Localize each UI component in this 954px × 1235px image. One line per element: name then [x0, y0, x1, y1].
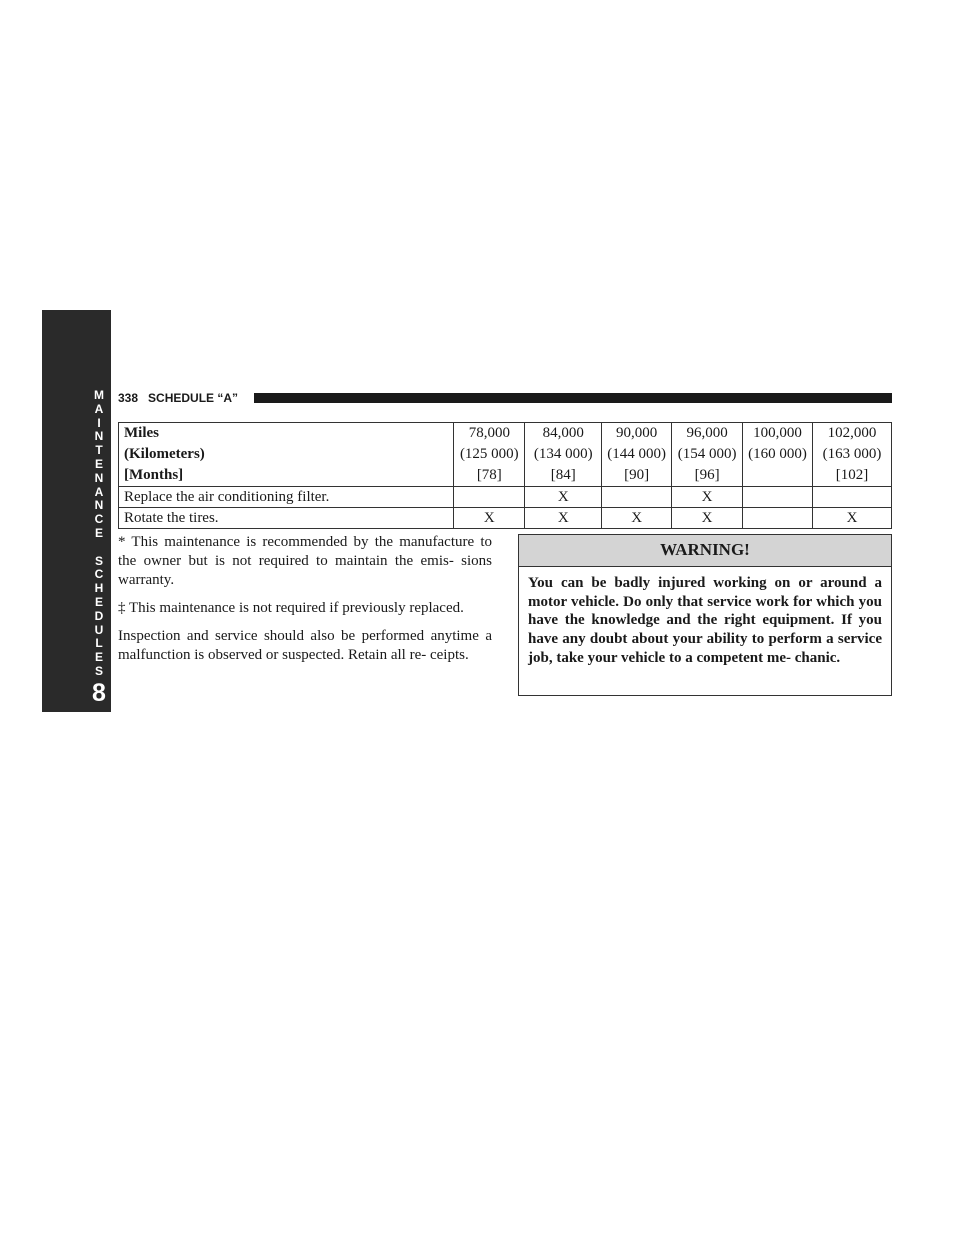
side-letter: N [94, 470, 104, 485]
interval-column-header [525, 423, 602, 487]
miles-value: 96,000 [686, 425, 728, 441]
miles-value: 100,000 [753, 425, 802, 441]
km-value: (154 000) [677, 446, 737, 462]
side-letter: E [94, 594, 103, 609]
service-mark [743, 508, 813, 529]
side-letter: H [94, 581, 104, 596]
side-letter: A [94, 484, 104, 499]
service-item-label: Replace the air conditioning filter. [119, 487, 454, 508]
service-mark: X [813, 508, 892, 529]
service-mark: X [672, 487, 743, 508]
miles-value: 90,000 [616, 425, 658, 441]
page-header [118, 390, 238, 406]
side-letter: E [94, 456, 103, 471]
service-mark: X [525, 508, 602, 529]
service-mark: X [525, 487, 602, 508]
kilometers-label: (Kilometers) [124, 446, 205, 462]
table-header-row [119, 423, 892, 487]
side-letter: E [94, 525, 103, 540]
chapter-number: 8 [92, 679, 106, 707]
side-letter: D [94, 608, 104, 623]
side-letter: E [94, 650, 103, 665]
interval-header-cell [119, 423, 454, 487]
inspection-note: Inspection and service should also be performed anytime a malfunction is observed or suspected. Retain all re- ceipts. [118, 628, 492, 663]
miles-value: 78,000 [468, 425, 510, 441]
km-value: (160 000) [748, 446, 807, 462]
side-letter: M [94, 388, 104, 402]
table-row [119, 487, 892, 508]
warning-text: You can be badly injured working on or around a motor vehicle. Do only that service work for which you have the knowledge and the right equipment. If you have any doubt about your ability to perform a service job, take your vehicle to a competent me- chanic. [528, 575, 882, 666]
miles-value: 102,000 [827, 425, 877, 441]
interval-column-header [454, 423, 525, 487]
section-title: SCHEDULE “A” [148, 391, 239, 405]
interval-column-header [743, 423, 813, 487]
footnote-dagger: ‡ This maintenance is not required if previously replaced. [118, 600, 464, 616]
km-value: (134 000) [533, 446, 593, 462]
km-value: (163 000) [822, 446, 882, 462]
months-value: [102] [835, 467, 869, 483]
side-letter: U [94, 622, 104, 637]
side-letter: A [94, 401, 104, 416]
maintenance-schedule-table [118, 422, 892, 529]
months-label: [Months] [124, 467, 184, 483]
table-row [119, 508, 892, 529]
service-mark [813, 487, 892, 508]
schedule-notes [118, 533, 492, 674]
service-mark [602, 487, 672, 508]
side-letter: L [95, 636, 103, 651]
service-mark: X [454, 508, 525, 529]
interval-column-header [602, 423, 672, 487]
months-value: [84] [550, 467, 576, 483]
miles-label: Miles [124, 425, 159, 441]
km-value: (125 000) [459, 446, 519, 462]
service-mark [743, 487, 813, 508]
service-item-label: Rotate the tires. [119, 508, 454, 529]
service-mark: X [602, 508, 672, 529]
side-letter: S [94, 553, 103, 568]
miles-value: 84,000 [542, 425, 584, 441]
warning-title: WARNING! [519, 535, 891, 567]
header-rule [254, 393, 892, 403]
months-value [745, 465, 810, 486]
side-letter: T [95, 443, 103, 458]
side-letter: C [94, 567, 104, 582]
months-value: [96] [694, 467, 720, 483]
side-letter: S [94, 663, 103, 678]
interval-column-header [813, 423, 892, 487]
page-number: 338 [118, 391, 139, 405]
side-letter: N [94, 429, 104, 444]
warning-box [518, 534, 892, 696]
months-value: [78] [476, 467, 502, 483]
side-tab-label [88, 389, 110, 679]
service-mark: X [672, 508, 743, 529]
interval-column-header [672, 423, 743, 487]
months-value: [90] [624, 467, 650, 483]
km-value: (144 000) [607, 446, 667, 462]
footnote-star: * This maintenance is recommended by the manufacture to the owner but is not required to maintain the emis- sions warranty. [118, 534, 492, 588]
side-letter: N [94, 498, 104, 513]
service-mark [454, 487, 525, 508]
side-letter: I [97, 415, 101, 430]
side-letter: C [94, 512, 104, 527]
